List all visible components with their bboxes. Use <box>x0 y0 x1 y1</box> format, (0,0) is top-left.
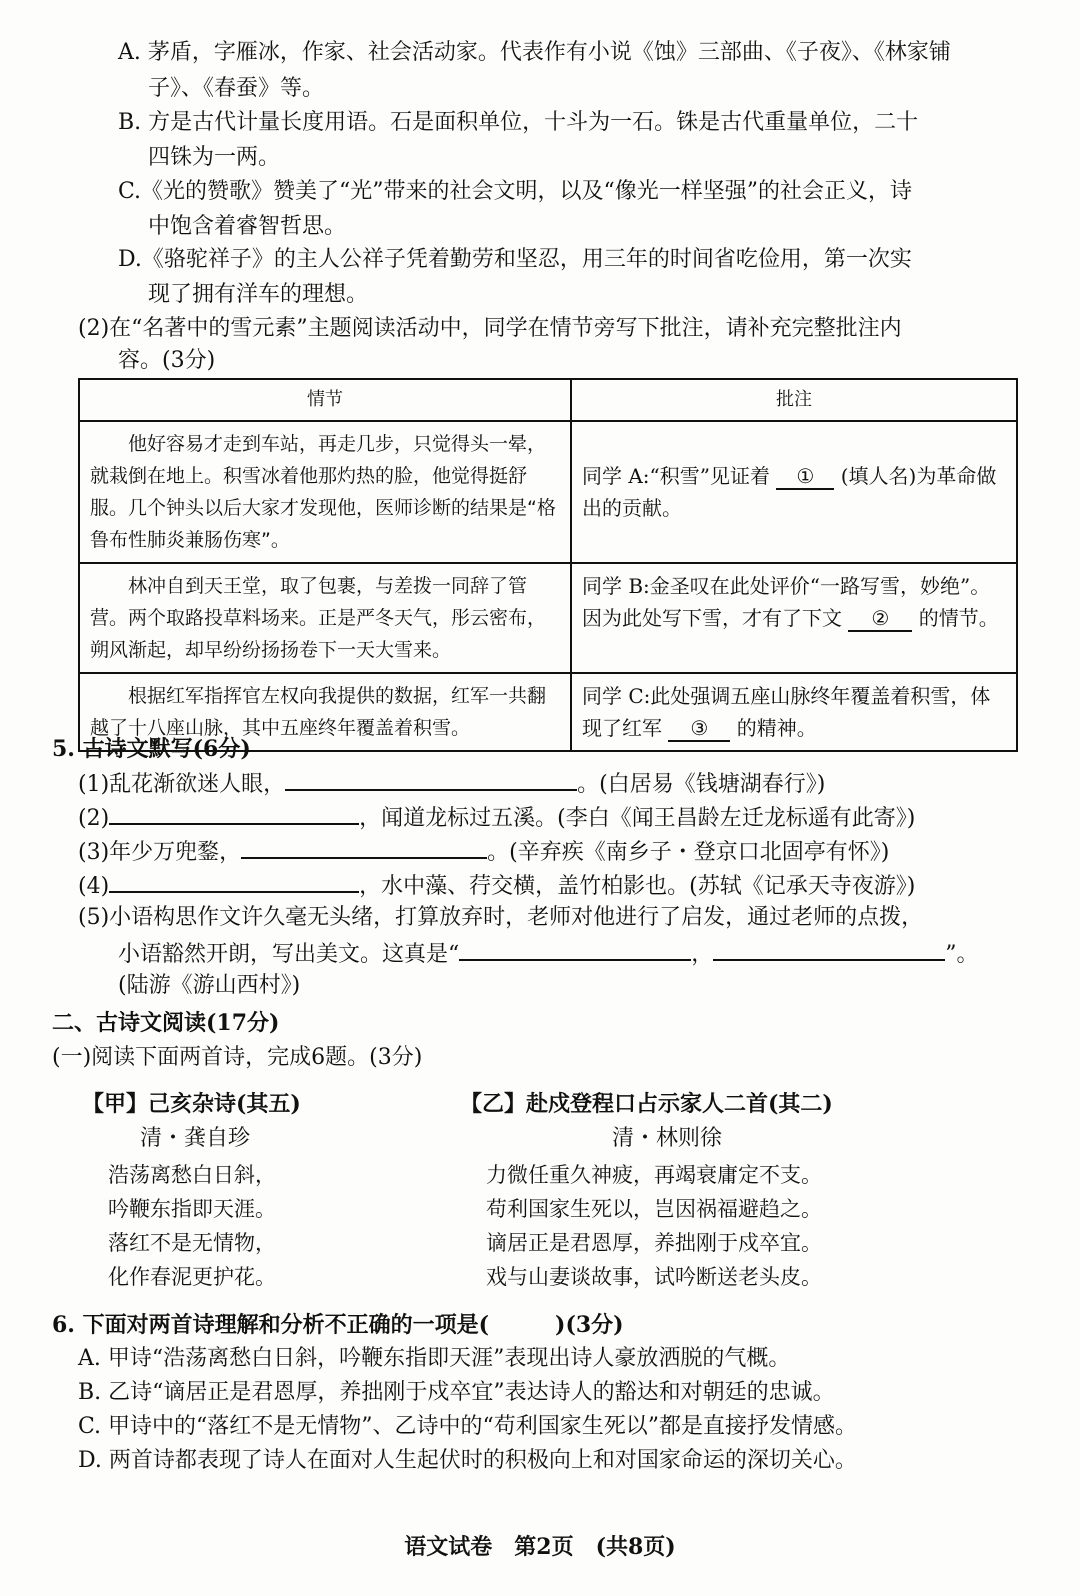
note-text-post: 的情节。 <box>918 606 999 630</box>
poem-a-line: 浩荡离愁白日斜， <box>108 1163 276 1187</box>
q5-line4 <box>78 867 915 904</box>
note-text-pre: 同学 C:此处强调五座山脉终年覆盖着积雪，体现了红军 <box>582 684 991 740</box>
option-d-line2: 现了拥有洋车的理想。 <box>148 282 369 307</box>
q6-option-a[interactable]: A. 甲诗“浩荡离愁白日斜，吟鞭东指即天涯”表现出诗人豪放洒脱的气概。 <box>78 1346 791 1371</box>
poem-a-line: 化作春泥更护花。 <box>108 1265 276 1289</box>
table-row <box>79 421 1017 563</box>
q5-2-post: ，闻道龙标过五溪。(李白《闻王昌龄左迁龙标遥有此寄》) <box>359 806 916 831</box>
poem-a-title: 【甲】己亥杂诗(其五) <box>82 1091 301 1117</box>
note-cell <box>571 421 1017 563</box>
q4-2-line2: 容。(3分) <box>118 348 216 373</box>
option-d-line1: D.《骆驼祥子》的主人公祥子凭着勤劳和坚忍，用三年的时间省吃俭用，第一次实 <box>118 247 912 272</box>
poem-b-body <box>486 1158 822 1294</box>
answer-blank-3[interactable]: ③ <box>668 716 730 742</box>
note-text-pre: 同学 B:金圣叹在此处评价“一路写雪，妙绝”。因为此处写下雪，才有了下文 <box>582 574 991 630</box>
q5-title: 5. 古诗文默写(6分) <box>52 736 251 762</box>
poem-a-body <box>108 1158 276 1294</box>
q5-5-post: ”。 <box>945 942 979 967</box>
option-c-line1: C.《光的赞歌》赞美了“光”带来的社会文明，以及“像光一样坚强”的社会正义，诗 <box>118 179 913 204</box>
plot-text: 他好容易才走到车站，再走几步，只觉得头一晕，就栽倒在地上。积雪冰着他那灼热的脸，他觉得挺舒服。几个钟头以后大家才发现他，医师诊断的结果是“格鲁布性肺炎兼肠伤寒”。 <box>90 433 556 551</box>
note-cell <box>571 563 1017 673</box>
plot-cell <box>79 421 571 563</box>
option-a-line2: 子》、《春蚕》等。 <box>148 76 325 101</box>
q6-stem: 6. 下面对两首诗理解和分析不正确的一项是( )(3分) <box>52 1312 624 1338</box>
poem-b-line: 力微任重久神疲，再竭衰庸定不支。 <box>486 1163 822 1187</box>
note-text-post: 的精神。 <box>736 716 817 740</box>
section2-sub: (一)阅读下面两首诗，完成6题。(3分) <box>52 1045 423 1070</box>
annotation-table <box>78 378 1018 752</box>
q5-4-post: ，水中藻、荇交横，盖竹柏影也。(苏轼《记承天寺夜游》) <box>359 874 916 899</box>
poem-b-line: 谪居正是君恩厚，养拙刚于戍卒宜。 <box>486 1231 822 1255</box>
poem-b-line: 苟利国家生死以，岂因祸福避趋之。 <box>486 1197 822 1221</box>
q5-line2 <box>78 799 915 836</box>
option-c-line2: 中饱含着睿智哲思。 <box>148 214 347 239</box>
q6-option-d[interactable]: D. 两首诗都表现了诗人在面对人生起伏时的积极向上和对国家命运的深切关心。 <box>78 1448 857 1473</box>
header-note: 批注 <box>571 379 1017 421</box>
q6-option-b[interactable]: B. 乙诗“谪居正是君恩厚，养拙刚于戍卒宜”表达诗人的豁达和对朝廷的忠诚。 <box>78 1380 835 1405</box>
plot-text: 林冲自到天王堂，取了包裹，与差拨一同辞了管营。两个取路投草料场来。正是严冬天气，彤云密布，朔风渐起，却早纷纷扬扬卷下一天大雪来。 <box>90 575 547 661</box>
q5-1-post: 。(白居易《钱塘湖春行》) <box>577 772 826 797</box>
option-b-line2: 四铢为一两。 <box>148 145 281 170</box>
q5-line5b <box>118 935 979 972</box>
note-cell <box>571 673 1017 751</box>
answer-blank-q5-3[interactable] <box>241 833 487 859</box>
option-b-line1: B. 方是古代计量长度用语。石是面积单位，十斗为一石。铢是古代重量单位，二十 <box>118 110 919 135</box>
plot-text: 根据红军指挥官左权向我提供的数据，红军一共翻越了十八座山脉，其中五座终年覆盖着积雪。 <box>90 685 547 739</box>
poem-b-line: 戏与山妻谈故事，试吟断送老头皮。 <box>486 1265 822 1289</box>
note-text-pre: 同学 A:“积雪”见证着 <box>582 464 770 488</box>
q5-3-pre: (3)年少万兜鍪， <box>78 840 242 865</box>
poem-a-line: 落红不是无情物， <box>108 1231 276 1255</box>
note-text-post: (填人名)为革命做出的贡献。 <box>582 464 997 520</box>
answer-blank-q5-5a[interactable] <box>459 935 691 961</box>
poem-b-author: 清・林则徐 <box>612 1126 723 1151</box>
page-footer: 语文试卷 第2页 (共8页) <box>404 1534 676 1560</box>
q5-line1 <box>78 765 825 802</box>
answer-blank-q5-4[interactable] <box>109 867 359 893</box>
q5-5-pre: 小语豁然开朗，写出美文。这真是“ <box>118 942 460 967</box>
poem-a-author: 清・龚自珍 <box>140 1126 251 1151</box>
answer-blank-1[interactable]: ① <box>776 464 834 490</box>
poem-b-title: 【乙】赴戍登程口占示家人二首(其二) <box>460 1091 833 1117</box>
header-plot: 情节 <box>79 379 571 421</box>
option-a-line1: A. 茅盾，字雁冰，作家、社会活动家。代表作有小说《蚀》三部曲、《子夜》、《林家铺 <box>118 40 951 65</box>
answer-blank-q5-2[interactable] <box>109 799 359 825</box>
answer-blank-2[interactable]: ② <box>848 606 912 632</box>
q5-line3 <box>78 833 889 870</box>
section2-title: 二、古诗文阅读(17分) <box>52 1010 280 1036</box>
q4-2-line1: (2)在“名著中的雪元素”主题阅读活动中，同学在情节旁写下批注，请补充完整批注内 <box>78 316 902 341</box>
answer-blank-q5-1[interactable] <box>285 765 577 791</box>
answer-blank-q5-5b[interactable] <box>713 935 945 961</box>
q5-line5a: (5)小语构思作文许久毫无头绪，打算放弃时，老师对他进行了启发，通过老师的点拨， <box>78 905 924 930</box>
table-row <box>79 563 1017 673</box>
q5-line5c: (陆游《游山西村》) <box>118 973 301 998</box>
q5-1-pre: (1)乱花渐欲迷人眼， <box>78 772 286 797</box>
q6-option-c[interactable]: C. 甲诗中的“落红不是无情物”、乙诗中的“苟利国家生死以”都是直接抒发情感。 <box>78 1414 858 1439</box>
poem-a-line: 吟鞭东指即天涯。 <box>108 1197 276 1221</box>
q5-2-pre: (2) <box>78 806 110 831</box>
q5-3-post: 。(辛弃疾《南乡子・登京口北固亭有怀》) <box>487 840 890 865</box>
plot-cell <box>79 563 571 673</box>
q5-5-mid: ， <box>691 942 714 967</box>
q5-4-pre: (4) <box>78 874 110 899</box>
table-header-row <box>79 379 1017 421</box>
